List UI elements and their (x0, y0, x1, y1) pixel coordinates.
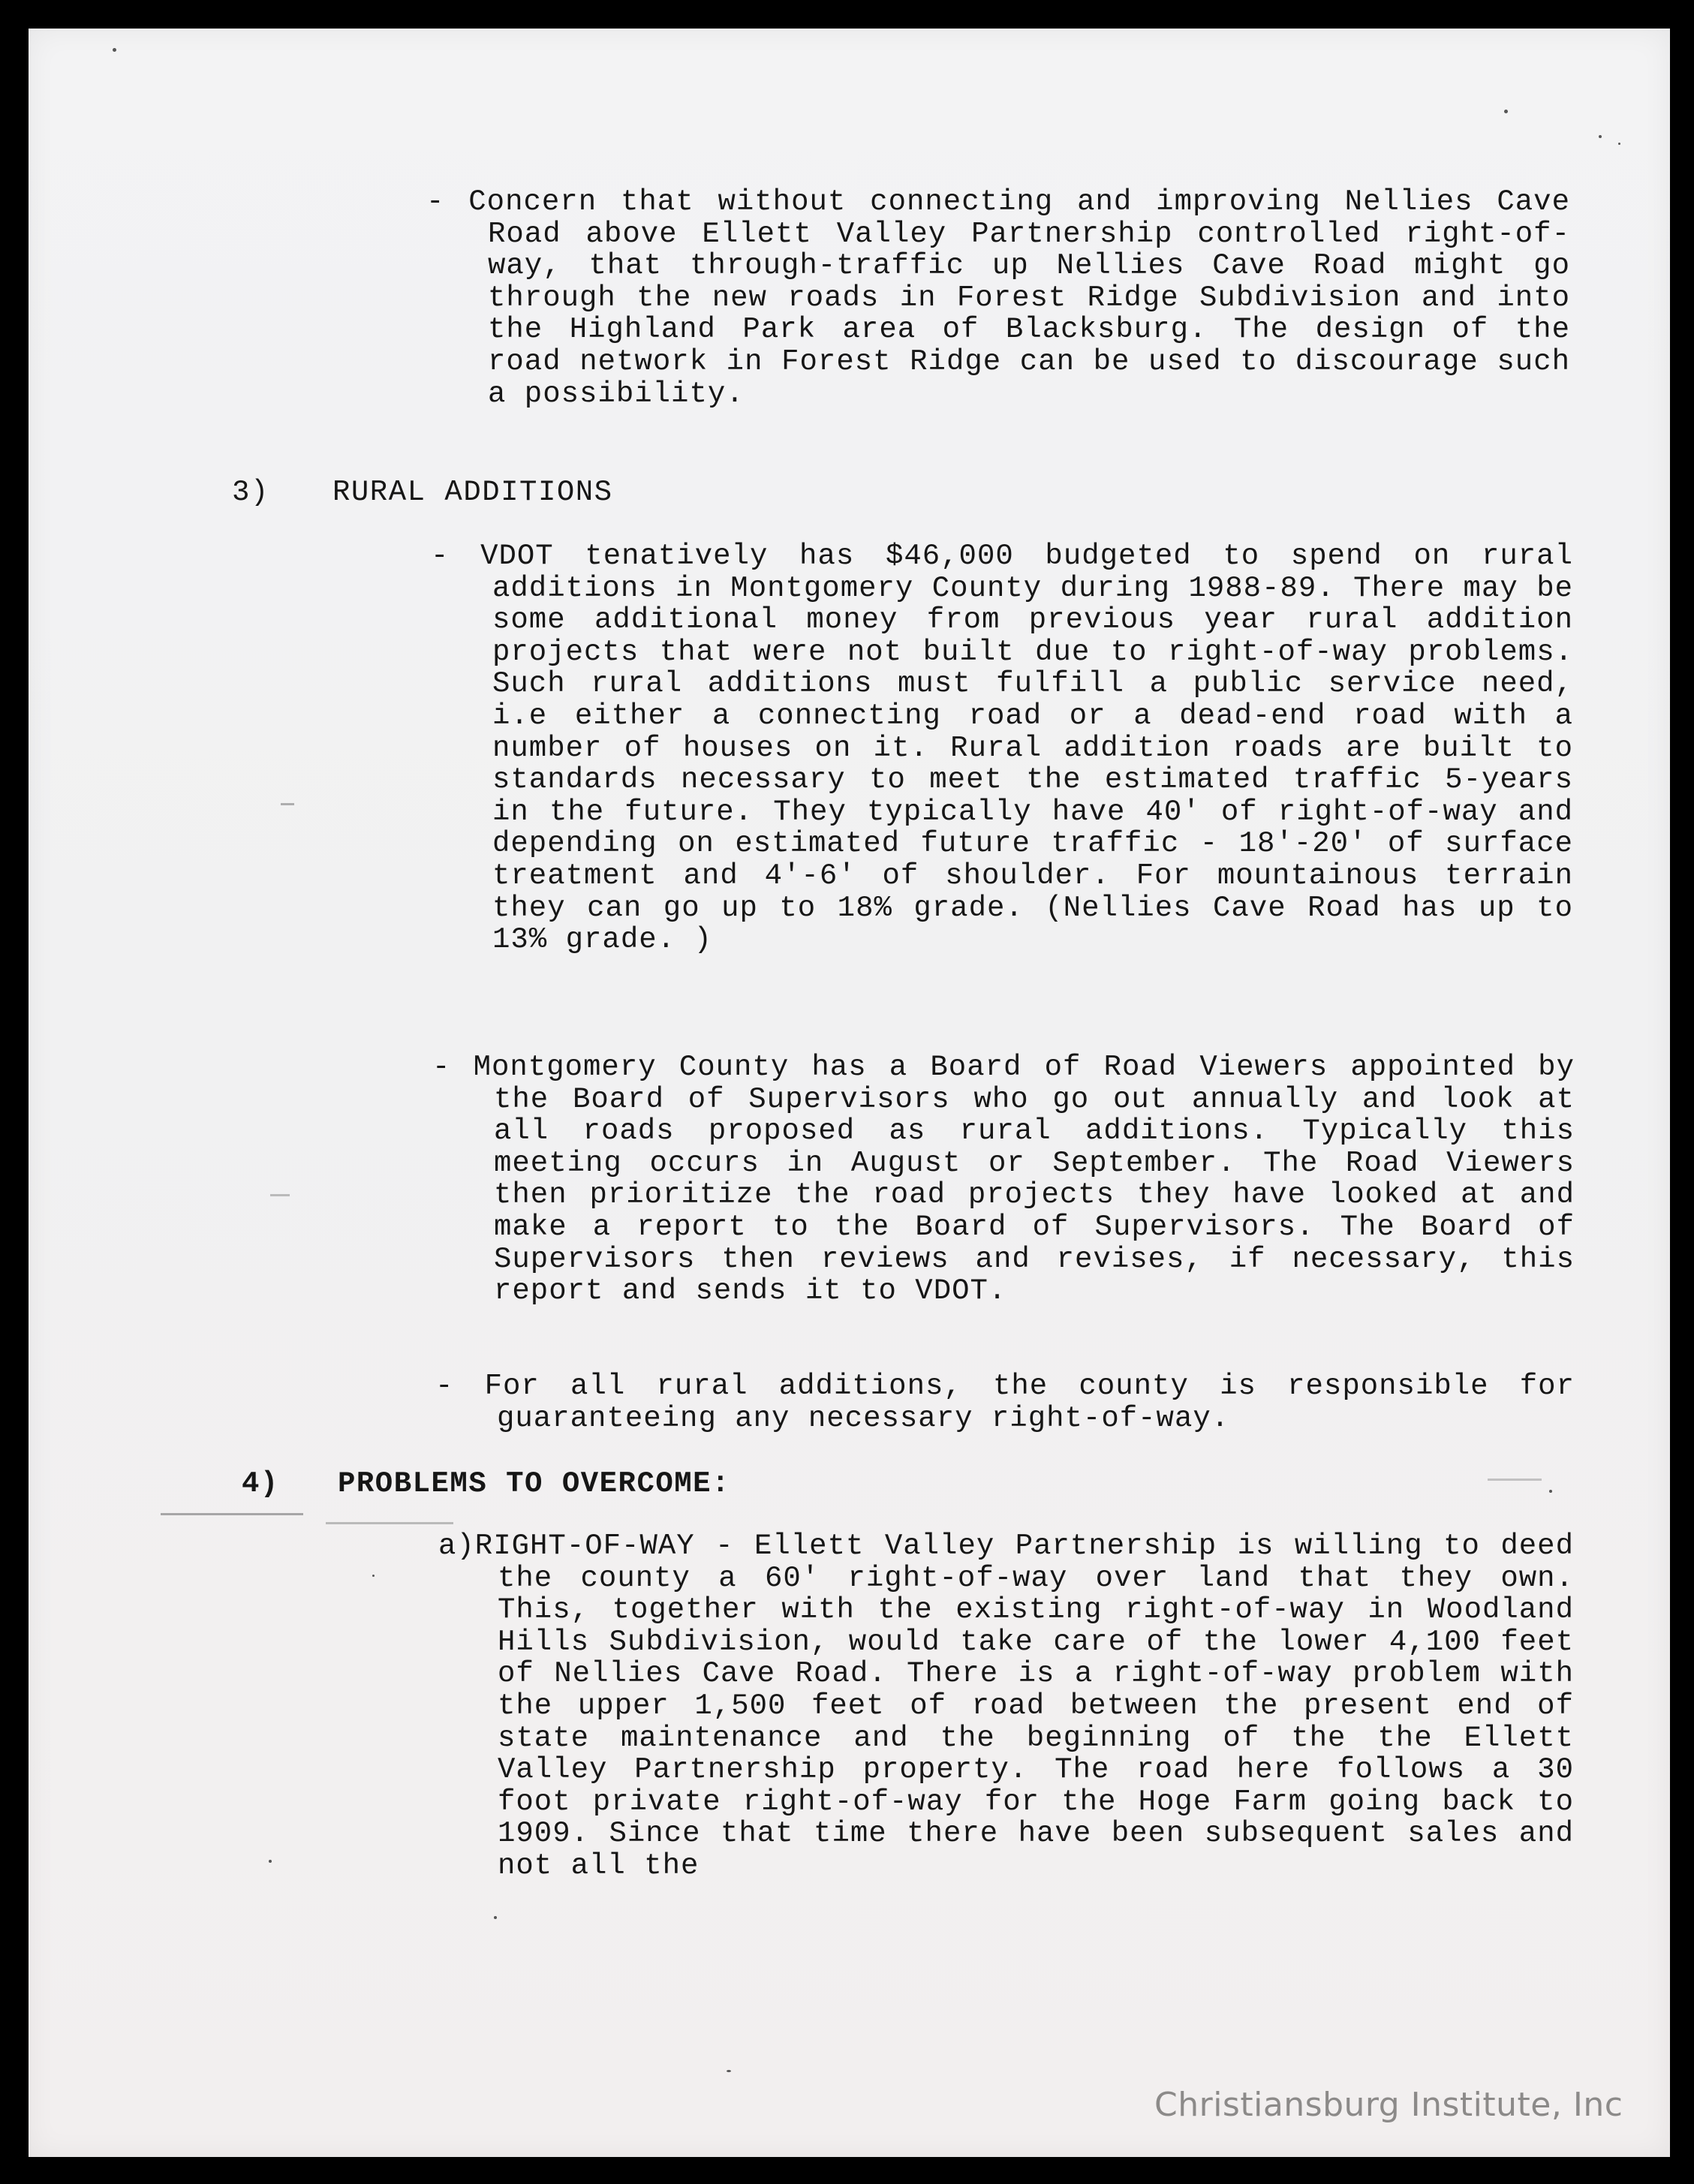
bullet-board-of-road-viewers: - Montgomery County has a Board of Road Viewers appointed by the Board of Supervisors who go out annually and look at all roads proposed as rural additions. Typically this meeting occurs in August or September. The Road Viewers then prioritize the road projects they have looked at and make a report to the Board of Supervisors. The Board of Supervisors then reviews and revises, if necessary, this report and sends it to VDOT. (432, 1051, 1575, 1308)
scan-speck (1599, 135, 1602, 138)
scan-smudge (270, 1194, 290, 1196)
scan-smudge (281, 803, 294, 805)
scan-speck (269, 1860, 272, 1863)
bullet-vdot-budget: - VDOT tenatively has $46,000 budgeted to spend on rural additions in Montgomery County during 1988-89. There may be some additional money from previous year rural addition projects that were not built due to right-of-way problems. Such rural additions must fulfill a public service need, i.e either a connecting road or a dead-end road with a number of houses on it. Rural addition roads are built to standards necessary to meet the estimated traffic 5-years in the future. They typically have 40' of right-of-way and depending on estimated future traffic - 18'-20' of surface treatment and 4'-6' of shoulder. For mountainous terrain they can go up to 18% grade. (Nellies Cave Road has up to 13% grade. ) (431, 540, 1573, 957)
section-number-4: 4) (242, 1467, 279, 1500)
scan-speck (113, 48, 116, 52)
scan-smudge (161, 1513, 303, 1515)
scan-speck (1618, 143, 1620, 145)
bullet-nellies-concern: - Concern that without connecting and improving Nellies Cave Road above Ellett Valley Partnership controlled right-of-way, that through-traffic up Nellies Cave Road might go through the new roads in Forest Ridge Subdivision and into the Highland Park area of Blacksburg. The design of the road network in Forest Ridge can be used to discourage such a possibility. (426, 185, 1570, 411)
section-title-rural-additions: RURAL ADDITIONS (332, 476, 613, 509)
scan-speck (727, 2070, 731, 2072)
scan-speck (494, 1916, 497, 1919)
scan-smudge (1488, 1479, 1542, 1481)
scan-speck (1504, 110, 1508, 113)
scan-smudge (326, 1522, 453, 1524)
document-page (29, 29, 1670, 2157)
section-number-3: 3) (232, 476, 269, 509)
scan-speck (372, 1575, 375, 1577)
paragraph-right-of-way: a)RIGHT-OF-WAY - Ellett Valley Partnership is willing to deed the county a 60' right-of-way over land that they own. This, together with the existing right-of-way in Woodland Hills Subdivision, would take care of the lower 4,100 feet of Nellies Cave Road. There is a right-of-way problem with the upper 1,500 feet of road between the present end of state maintenance and the beginning of the the Ellett Valley Partnership property. The road here follows a 30 foot private right-of-way for the Hoge Farm going back to 1909. Since that time there have been subsequent sales and not all the (438, 1530, 1574, 1882)
scan-speck (1549, 1490, 1552, 1493)
section-title-problems: PROBLEMS TO OVERCOME: (338, 1467, 730, 1500)
watermark-text: Christiansburg Institute, Inc (1154, 2086, 1623, 2124)
bullet-county-responsible: - For all rural additions, the county is responsible for guaranteeing any necessary right-of-way. (435, 1370, 1575, 1435)
